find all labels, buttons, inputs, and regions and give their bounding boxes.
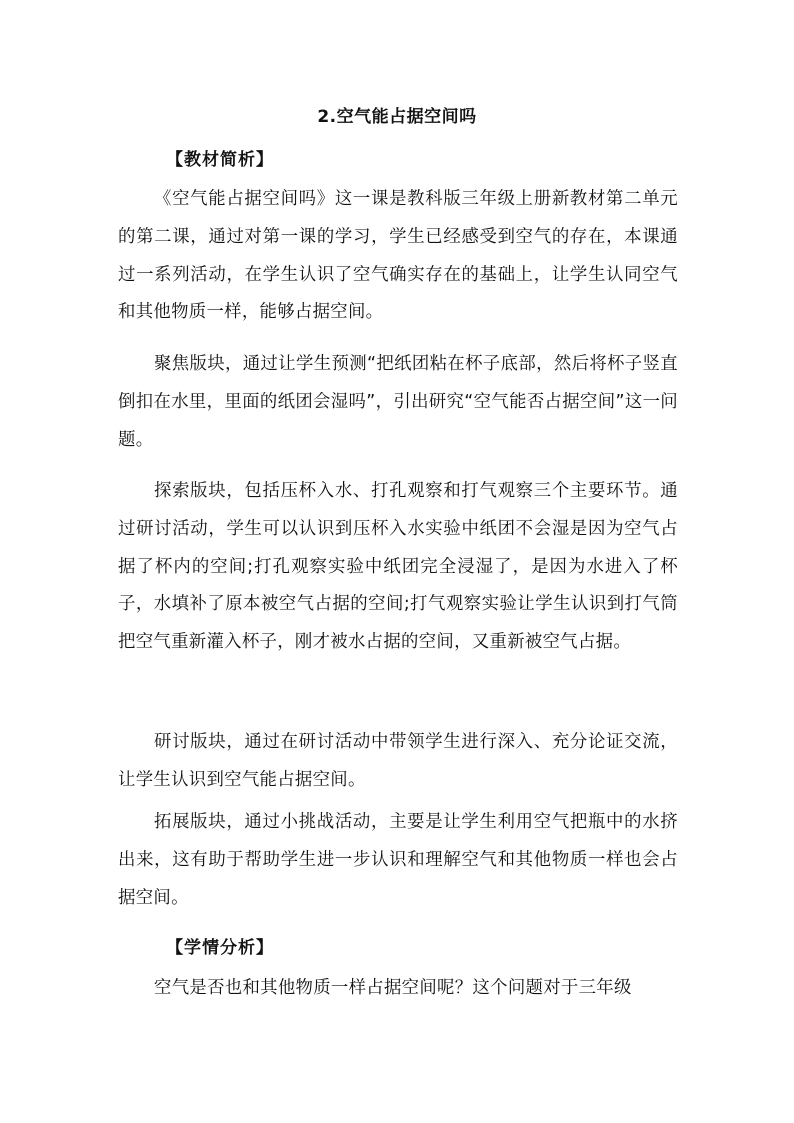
paragraph: 空气是否也和其他物质一样占据空间呢？这个问题对于三年级 [154, 978, 632, 998]
document-title: 2.空气能占据空间吗 [317, 107, 477, 127]
paragraph: 探索版块，包括压杯入水、打孔观察和打气观察三个主要环节。通过研讨活动，学生可以认识到压杯入水实验中纸团不会湿是因为空气占据了杯内的空间;打孔观察实验中纸团完全浸湿了，是因为水进入了杯子，水填补了原本被空气占据的空间;打气观察实验让学生认识到打气筒把空气重新灌入杯子，刚才被水占据的空间，又重新被空气占据。 [118, 481, 678, 653]
paragraph: 拓展版块，通过小挑战活动，主要是让学生利用空气把瓶中的水挤出来，这有助于帮助学生进一步认识和理解空气和其他物质一样也会占据空间。 [118, 812, 678, 908]
paragraph: 聚焦版块，通过让学生预测“把纸团粘在杯子底部，然后将杯子竖直倒扣在水里，里面的纸团会湿吗”，引出研究“空气能否占据空间”这一问题。 [118, 354, 678, 450]
section-heading-learner-analysis: 【学情分析】 [166, 938, 274, 958]
paragraph: 《空气能占据空间吗》这一课是教科版三年级上册新教材第二单元的第二课，通过对第一课的学习，学生已经感受到空气的存在，本课通过一系列活动，在学生认识了空气确实存在的基础上，让学生认同空气和其他物质一样，能够占据空间。 [118, 189, 678, 323]
paragraph: 研讨版块，通过在研讨活动中带领学生进行深入、充分论证交流，让学生认识到空气能占据空间。 [118, 732, 678, 790]
section-heading-textbook-analysis: 【教材简析】 [166, 150, 274, 170]
